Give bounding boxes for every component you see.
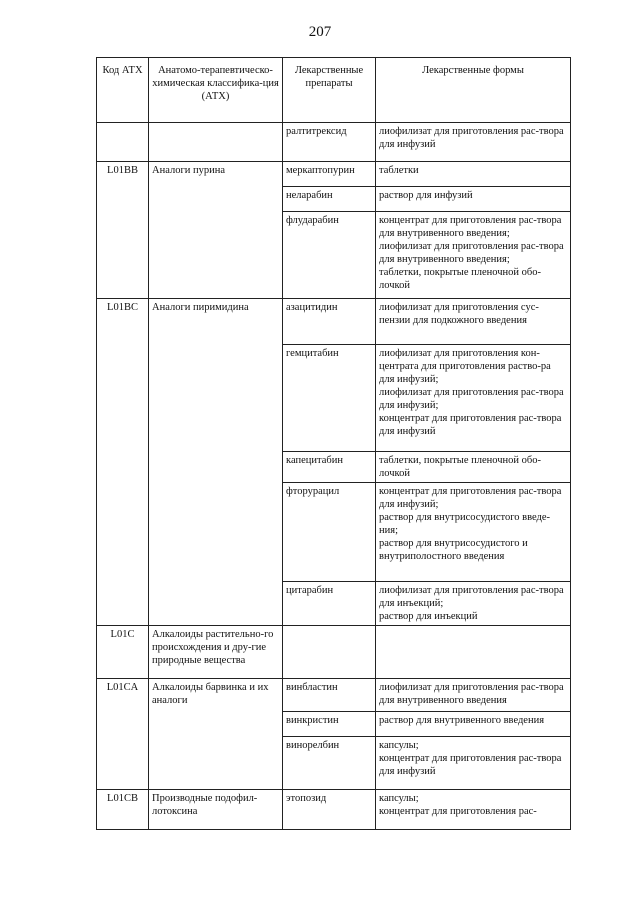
drug-name-cell: цитарабин	[283, 582, 376, 626]
atc-code-cell: L01CB	[97, 790, 149, 830]
drug-name-cell: ралтитрексид	[283, 123, 376, 162]
atc-code-cell: L01CA	[97, 679, 149, 790]
dosage-form-cell: раствор для инфузий	[376, 187, 571, 212]
table-row	[97, 123, 571, 162]
drug-name-cell: винорелбин	[283, 737, 376, 790]
dosage-form-cell: концентрат для приготовления рас-твора для инфузий; раствор для внутрисосудистого введе-ния; раствор для внутрисосудистого и внутриполостного введения	[376, 483, 571, 582]
drug-name-cell: этопозид	[283, 790, 376, 830]
page-number: 207	[308, 24, 332, 40]
dosage-form-cell	[376, 626, 571, 679]
table-row	[97, 626, 571, 679]
atc-code-cell: L01BB	[97, 162, 149, 299]
drug-name-cell	[283, 626, 376, 679]
dosage-form-cell: лиофилизат для приготовления сус-пензии для подкожного введения	[376, 299, 571, 345]
drug-name-cell: неларабин	[283, 187, 376, 212]
drug-name-cell: винкристин	[283, 712, 376, 737]
atc-class-cell: Производные подофил-лотоксина	[149, 790, 283, 830]
dosage-form-cell: таблетки, покрытые пленочной обо-лочкой	[376, 452, 571, 483]
drug-name-cell: гемцитабин	[283, 345, 376, 452]
drug-name-cell: винбластин	[283, 679, 376, 712]
atc-class-cell	[149, 123, 283, 162]
atc-class-cell: Алкалоиды барвинка и их аналоги	[149, 679, 283, 790]
atc-class-cell: Алкалоиды растительно-го происхождения и дру-гие природные вещества	[149, 626, 283, 679]
drug-name-cell: капецитабин	[283, 452, 376, 483]
atc-class-cell: Аналоги пурина	[149, 162, 283, 299]
header-dosage-forms: Лекарственные формы	[376, 58, 571, 123]
dosage-form-cell: лиофилизат для приготовления рас-твора для внутривенного введения	[376, 679, 571, 712]
atc-table	[96, 57, 571, 830]
header-atc-code: Код АТХ	[97, 58, 149, 123]
drug-name-cell: меркаптопурин	[283, 162, 376, 187]
table-row	[97, 162, 571, 187]
dosage-form-cell: капсулы; концентрат для приготовления рас-твора для инфузий	[376, 737, 571, 790]
atc-code-cell: L01BC	[97, 299, 149, 626]
table-row	[97, 790, 571, 830]
table-row	[97, 679, 571, 712]
header-atc-classification: Анатомо-терапевтическо-химическая классифика-ция (АТХ)	[149, 58, 283, 123]
table-row	[97, 299, 571, 345]
dosage-form-cell: капсулы; концентрат для приготовления рас-	[376, 790, 571, 830]
header-drugs: Лекарственные препараты	[283, 58, 376, 123]
atc-class-cell: Аналоги пиримидина	[149, 299, 283, 626]
dosage-form-cell: лиофилизат для приготовления кон-центрата для приготовления раство-ра для инфузий; лиофилизат для приготовления рас-твора для инфузий; концентрат для приготовления рас-твора для инфузий	[376, 345, 571, 452]
table-header-row	[97, 58, 571, 123]
drug-name-cell: флударабин	[283, 212, 376, 299]
atc-code-cell	[97, 123, 149, 162]
dosage-form-cell: концентрат для приготовления рас-твора для внутривенного введения; лиофилизат для приготовления рас-твора для внутривенного введения; таблетки, покрытые пленочной обо-лочкой	[376, 212, 571, 299]
dosage-form-cell: лиофилизат для приготовления рас-твора для инфузий	[376, 123, 571, 162]
dosage-form-cell: таблетки	[376, 162, 571, 187]
table-body	[97, 123, 571, 830]
drug-name-cell: фторурацил	[283, 483, 376, 582]
atc-code-cell: L01C	[97, 626, 149, 679]
dosage-form-cell: раствор для внутривенного введения	[376, 712, 571, 737]
drug-name-cell: азацитидин	[283, 299, 376, 345]
dosage-form-cell: лиофилизат для приготовления рас-твора для инъекций; раствор для инъекций	[376, 582, 571, 626]
